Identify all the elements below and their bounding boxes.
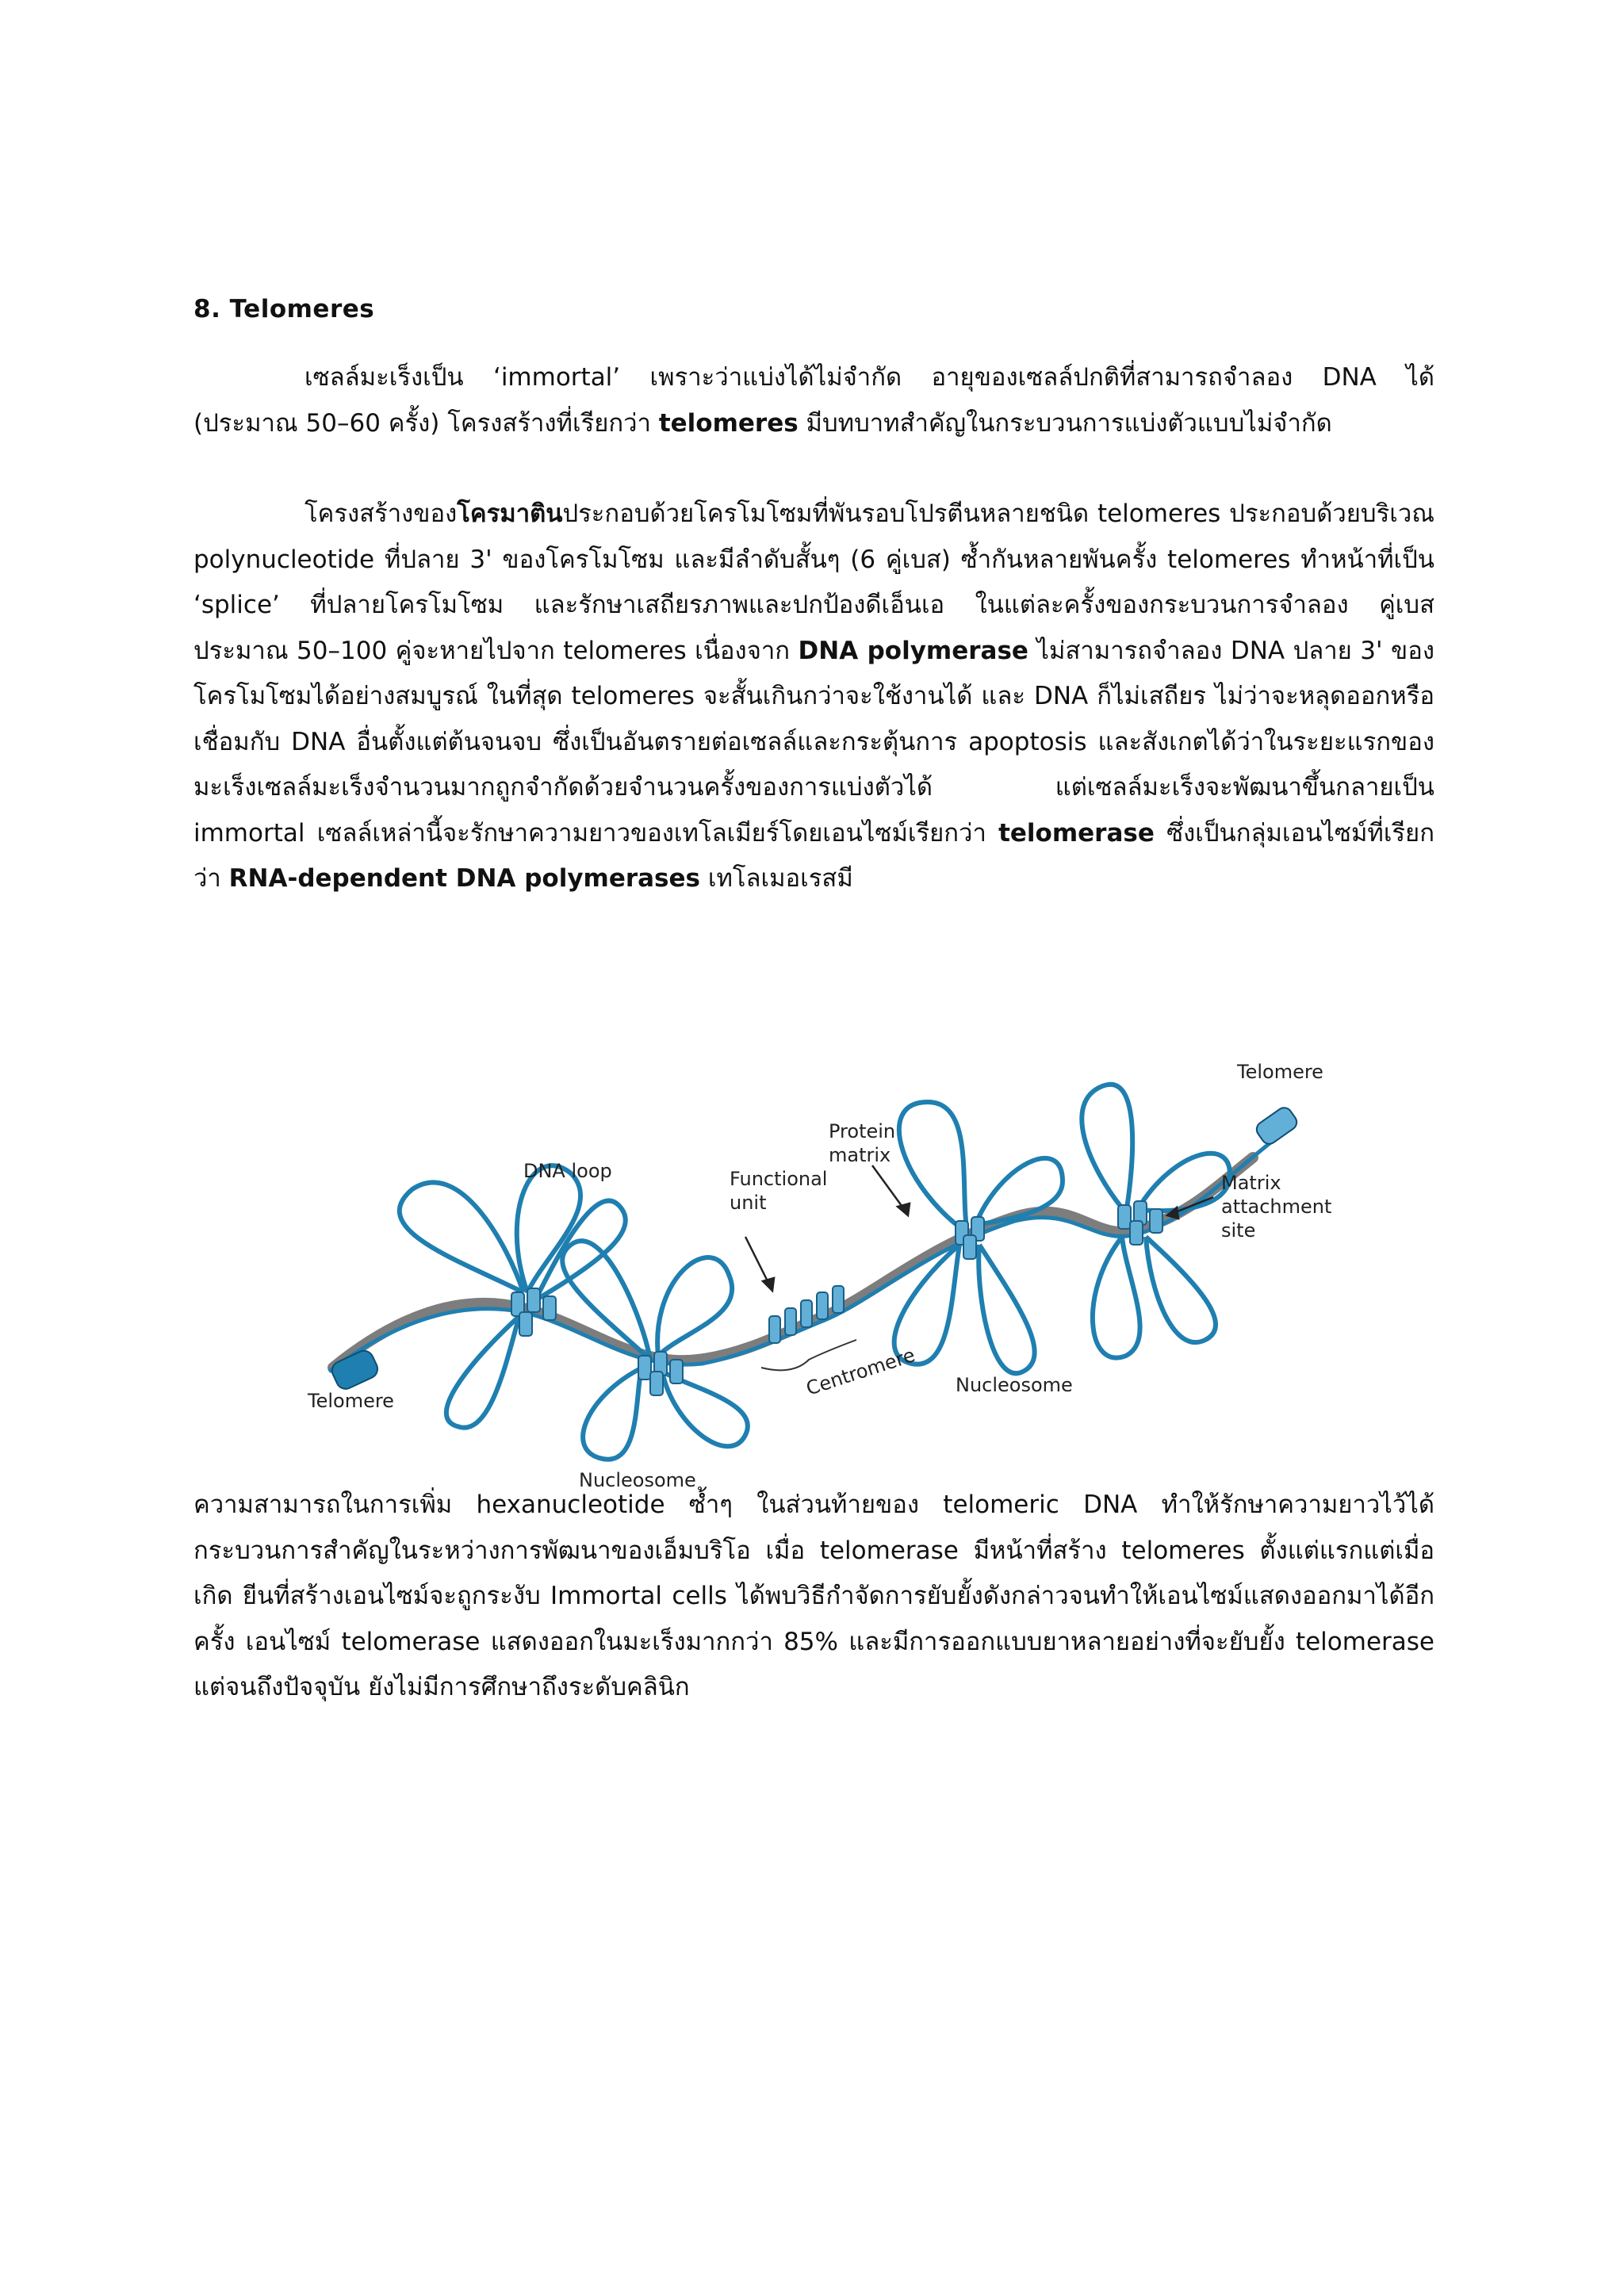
dna-loop [583,1368,642,1460]
nucleosome [519,1312,532,1336]
arrow-functional-unit [745,1237,769,1284]
nucleosome [785,1308,796,1335]
label-centromere: Centromere [803,1344,918,1400]
p2-text-1: โครงสร้างของ [304,499,458,528]
nucleosome [638,1356,651,1380]
p1-text-2: มีบทบาทสำคัญในกระบวนการแบ่งตัวแบบไม่จำกัด [798,408,1332,438]
dna-loop [979,1245,1034,1373]
telomere-cap-right [1254,1104,1300,1146]
nucleosome [527,1288,540,1312]
paragraph-1 [193,355,1434,446]
p2-bold-rna-dependent: RNA-dependent DNA polymerases [228,864,700,893]
p1-text-1: เซลล์มะเร็งเป็น ‘immortal’ เพราะว่าแบ่งได้ไม่จำกัด อายุของเซลล์ปกติที่สามารถจำลอง DNA ได้ (ประมาณ 50–60 ครั้ง) โครงสร้างที่เรียกว่า [193,363,1434,438]
label-protein-matrix-2: matrix [829,1144,891,1166]
chromosome-structure-figure [301,1054,1356,1498]
dna-loop [535,1200,626,1300]
dna-loop [1082,1085,1132,1213]
label-telomere-left: Telomere [308,1390,394,1412]
arrowhead [763,1278,774,1291]
label-matrix-site-3: site [1221,1219,1256,1242]
dna-loop [446,1316,519,1428]
dna-loop [899,1102,967,1233]
p2-text-4: ซึ่งเป็นกลุ่มเอนไซม์ที่เรียกว่า [193,818,1434,893]
label-protein-matrix-1: Protein [829,1120,896,1142]
label-matrix-site-2: attachment [1221,1196,1332,1218]
nucleosome [801,1300,812,1327]
nucleosome [833,1286,844,1313]
dna-loop [1146,1237,1216,1342]
label-telomere-right: Telomere [1237,1061,1323,1083]
label-matrix-site-1: Matrix [1221,1172,1281,1194]
dna-loop [1093,1237,1140,1358]
nucleosome [1150,1209,1162,1233]
dna-loops [400,1085,1230,1460]
nucleosome [1130,1221,1143,1245]
p2-bold-telomerase: telomerase [998,818,1155,848]
nucleosome-clusters [511,1201,1162,1395]
label-functional-unit-1: Functional [730,1168,828,1190]
nucleosome [670,1360,683,1383]
section-heading: 8. Telomeres [193,295,375,323]
chromosome-diagram [301,1054,1356,1498]
dna-loop [657,1257,732,1356]
p2-bold-chromatin: โครมาติน [457,499,563,528]
label-nucleosome-bottom: Nucleosome [579,1469,696,1491]
nucleosome [543,1296,556,1320]
label-functional-unit-2: unit [730,1192,767,1214]
p1-bold-telomeres: telomeres [658,408,799,438]
paragraph-3: ความสามารถในการเพิ่ม hexanucleotide ซ้ำๆ ในส่วนท้ายของ telomeric DNA ทำให้รักษาความยาวไว้ได้ กระบวนการสำคัญในระหว่างการพัฒนาของเอ็มบริโอ เมื่อ telomerase มีหน้าที่สร้าง telomeres ตั้งแต่แรกแต่เมื่อเกิด ยีนที่สร้างเอนไซม์จะถูกระงับ Immortal cells ได้พบวิธีกำจัดการยับยั้งดังกล่าวจนทำให้เอนไซม์แสดงออกมาได้อีกครั้ง เอนไซม์ telomerase แสดงออกในมะเร็งมากกว่า 85% และมีการออกแบบยาหลายอย่างที่จะยับยั้ง telomerase แต่จนถึงปัจจุบัน ยังไม่มีการศึกษาถึงระดับคลินิก [193,1490,1434,1701]
p2-bold-dna-polymerase: DNA polymerase [798,636,1028,665]
p2-text-2: ประกอบด้วยโครโมโซมที่พันรอบโปรตีนหลายชนิด telomeres ประกอบด้วยบริเวณ polynucleotide ที่ปลาย 3' ของโครโมโซม และมีลำดับสั้นๆ (6 คู่เบส) ซ้ำกันหลายพันครั้ง telomeres ทำหน้าที่เป็น ‘splice’ ที่ปลายโครโมโซม และรักษาเสถียรภาพและปกป้องดีเอ็นเอ ในแต่ละครั้งของกระบวนการจำลอง คู่เบสประมาณ 50–100 คู่จะหายไปจาก telomeres เนื่องจาก [193,499,1434,665]
nucleosome [1118,1205,1131,1229]
dna-loop [400,1182,523,1292]
nucleosome [817,1292,828,1319]
p2-text-5: เทโลเมอเรสมี [700,864,853,893]
nucleosome [963,1235,976,1259]
arrowhead [898,1203,910,1215]
arrow-protein-matrix [872,1165,904,1209]
paragraph-2 [193,492,1434,902]
nucleosome [650,1372,663,1395]
label-nucleosome-right: Nucleosome [956,1374,1073,1396]
p2-text-3: ไม่สามารถจำลอง DNA ปลาย 3' ของโครโมโซมได้อย่างสมบูรณ์ ในที่สุด telomeres จะสั้นเกินกว่าจะใช้งานได้ และ DNA ก็ไม่เสถียร ไม่ว่าจะหลุดออกหรือเชื่อมกับ DNA อื่นตั้งแต่ต้นจนจบ ซึ่งเป็นอันตรายต่อเซลล์และกระตุ้นการ apoptosis และสังเกตได้ว่าในระยะแรกของมะเร็งเซลล์มะเร็งจำนวนมากถูกจำกัดด้วยจำนวนครั้งของการแบ่งตัวได้ แต่เซลล์มะเร็งจะพัฒนาขึ้นกลายเป็น immortal เซลล์เหล่านี้จะรักษาความยาวของเทโลเมียร์โดยเอนไซม์เรียกว่า [193,636,1434,848]
nucleosome [769,1316,780,1343]
telomere-cap-left [329,1348,381,1392]
label-dna-loop: DNA loop [523,1160,612,1182]
